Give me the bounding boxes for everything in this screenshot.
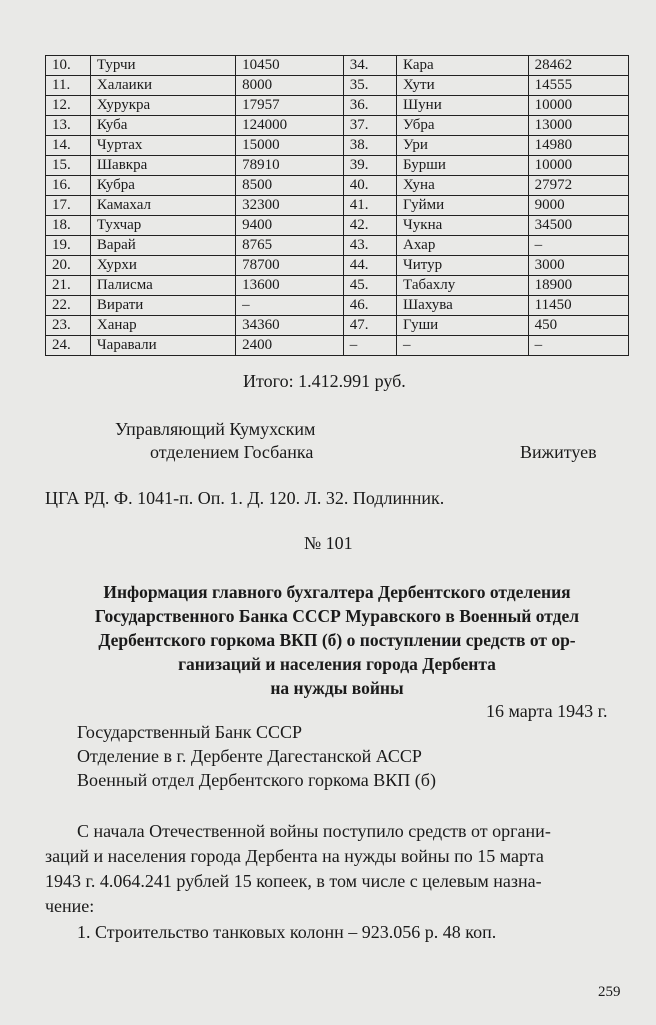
table-cell: 18900 — [528, 276, 628, 296]
table-cell: 37. — [343, 116, 396, 136]
table-cell: 10. — [46, 56, 91, 76]
table-cell: Хурхи — [90, 256, 235, 276]
table-cell: 23. — [46, 316, 91, 336]
table-row — [46, 76, 629, 96]
table-cell: 12. — [46, 96, 91, 116]
table-cell: 10000 — [528, 156, 628, 176]
title-line: Информация главного бухгалтера Дербентского отделения — [103, 582, 571, 602]
title-line: на нужды войны — [270, 678, 404, 698]
table-cell: Тухчар — [90, 216, 235, 236]
table-cell: 9000 — [528, 196, 628, 216]
table-cell: 34. — [343, 56, 396, 76]
table-row — [46, 176, 629, 196]
document-number: № 101 — [304, 533, 353, 553]
donations-table — [45, 55, 629, 356]
table-cell: Палисма — [90, 276, 235, 296]
table-cell: 27972 — [528, 176, 628, 196]
table-cell: Ахар — [397, 236, 529, 256]
table-row — [46, 296, 629, 316]
table-cell: Камахал — [90, 196, 235, 216]
table-cell: 15. — [46, 156, 91, 176]
table-cell: Куба — [90, 116, 235, 136]
table-cell: Хуна — [397, 176, 529, 196]
table-cell: Шуни — [397, 96, 529, 116]
table-cell: 8000 — [236, 76, 344, 96]
addressee-line: Военный отдел Дербентского горкома ВКП (б) — [77, 770, 436, 790]
paragraph-line: заций и населения города Дербента на нужды войны по 15 марта — [45, 846, 544, 866]
table-cell: 28462 — [528, 56, 628, 76]
table-cell: 34360 — [236, 316, 344, 336]
table-cell: 34500 — [528, 216, 628, 236]
table-row — [46, 56, 629, 76]
table-cell: 18. — [46, 216, 91, 236]
table-cell: 2400 — [236, 336, 344, 356]
table-cell: 17957 — [236, 96, 344, 116]
total-line: Итого: 1.412.991 руб. — [243, 371, 406, 391]
signature-title-2: отделением Госбанка — [150, 442, 314, 462]
table-cell: – — [397, 336, 529, 356]
table-cell: 78700 — [236, 256, 344, 276]
table-cell: 39. — [343, 156, 396, 176]
title-line: Государственного Банка СССР Муравского в Военный отдел — [94, 606, 580, 626]
table-cell: 38. — [343, 136, 396, 156]
table-cell: Турчи — [90, 56, 235, 76]
table-cell: 15000 — [236, 136, 344, 156]
table-cell: Чукна — [397, 216, 529, 236]
table-cell: Халаики — [90, 76, 235, 96]
table-cell: 45. — [343, 276, 396, 296]
table-cell: Гуши — [397, 316, 529, 336]
table-cell: 78910 — [236, 156, 344, 176]
table-row — [46, 316, 629, 336]
table-cell: 3000 — [528, 256, 628, 276]
paragraph-line: С начала Отечественной войны поступило средств от органи- — [77, 821, 551, 841]
table-cell: 10450 — [236, 56, 344, 76]
document-date: 16 марта 1943 г. — [486, 701, 608, 721]
table-row — [46, 196, 629, 216]
table-cell: 36. — [343, 96, 396, 116]
table-cell: 14555 — [528, 76, 628, 96]
table-cell: 9400 — [236, 216, 344, 236]
table-cell: 16. — [46, 176, 91, 196]
table-cell: Варай — [90, 236, 235, 256]
table-cell: Кубра — [90, 176, 235, 196]
table-cell: 41. — [343, 196, 396, 216]
table-cell: Хути — [397, 76, 529, 96]
title-line: Дербентского горкома ВКП (б) о поступлении средств от ор- — [98, 630, 576, 650]
table-cell: 8765 — [236, 236, 344, 256]
table-cell: – — [528, 336, 628, 356]
table-cell: 21. — [46, 276, 91, 296]
table-cell: Чаравали — [90, 336, 235, 356]
table-cell: 32300 — [236, 196, 344, 216]
table-row — [46, 236, 629, 256]
table-cell: 19. — [46, 236, 91, 256]
table-cell: 20. — [46, 256, 91, 276]
page-number: 259 — [598, 984, 621, 1000]
table-cell: Шавкра — [90, 156, 235, 176]
table-cell: Гуйми — [397, 196, 529, 216]
table-cell: 35. — [343, 76, 396, 96]
paragraph-line: 1943 г. 4.064.241 рублей 15 копеек, в том числе с целевым назна- — [45, 871, 542, 891]
table-cell: 14980 — [528, 136, 628, 156]
table-cell: 24. — [46, 336, 91, 356]
table-cell: Чуртах — [90, 136, 235, 156]
table-cell: Кара — [397, 56, 529, 76]
table-cell: 10000 — [528, 96, 628, 116]
table-cell: 47. — [343, 316, 396, 336]
paragraph-line: чение: — [45, 896, 95, 916]
table-cell: – — [343, 336, 396, 356]
table-cell: 40. — [343, 176, 396, 196]
table-row — [46, 96, 629, 116]
table-row — [46, 116, 629, 136]
archive-source: ЦГА РД. Ф. 1041-п. Оп. 1. Д. 120. Л. 32. Подлинник. — [45, 488, 445, 508]
table-cell: 8500 — [236, 176, 344, 196]
signature-name: Вижитуев — [520, 442, 597, 462]
table-cell: 42. — [343, 216, 396, 236]
table-cell: 17. — [46, 196, 91, 216]
table-cell: 43. — [343, 236, 396, 256]
table-cell: – — [528, 236, 628, 256]
table-cell: Вирати — [90, 296, 235, 316]
table-cell: Шахува — [397, 296, 529, 316]
table-cell: – — [236, 296, 344, 316]
table-cell: Убра — [397, 116, 529, 136]
list-item: 1. Строительство танковых колонн – 923.056 р. 48 коп. — [77, 922, 497, 942]
table-cell: 13600 — [236, 276, 344, 296]
table-cell: 11. — [46, 76, 91, 96]
table-cell: Ханар — [90, 316, 235, 336]
table-cell: Ури — [397, 136, 529, 156]
donations-table-body — [46, 56, 629, 356]
table-cell: 11450 — [528, 296, 628, 316]
table-row — [46, 336, 629, 356]
addressee-line: Государственный Банк СССР — [77, 722, 302, 742]
table-cell: Табахлу — [397, 276, 529, 296]
signature-title-1: Управляющий Кумухским — [115, 419, 316, 439]
table-row — [46, 216, 629, 236]
table-cell: 13000 — [528, 116, 628, 136]
addressee-line: Отделение в г. Дербенте Дагестанской АССР — [77, 746, 422, 766]
table-cell: 13. — [46, 116, 91, 136]
table-cell: 46. — [343, 296, 396, 316]
document-title — [45, 580, 629, 700]
table-cell: 22. — [46, 296, 91, 316]
title-line: ганизаций и населения города Дербента — [178, 654, 496, 674]
table-cell: 44. — [343, 256, 396, 276]
table-row — [46, 136, 629, 156]
table-cell: Хурукра — [90, 96, 235, 116]
table-cell: 14. — [46, 136, 91, 156]
table-cell: 450 — [528, 316, 628, 336]
table-cell: Читур — [397, 256, 529, 276]
table-row — [46, 156, 629, 176]
table-cell: Бурши — [397, 156, 529, 176]
table-row — [46, 276, 629, 296]
table-row — [46, 256, 629, 276]
table-cell: 124000 — [236, 116, 344, 136]
